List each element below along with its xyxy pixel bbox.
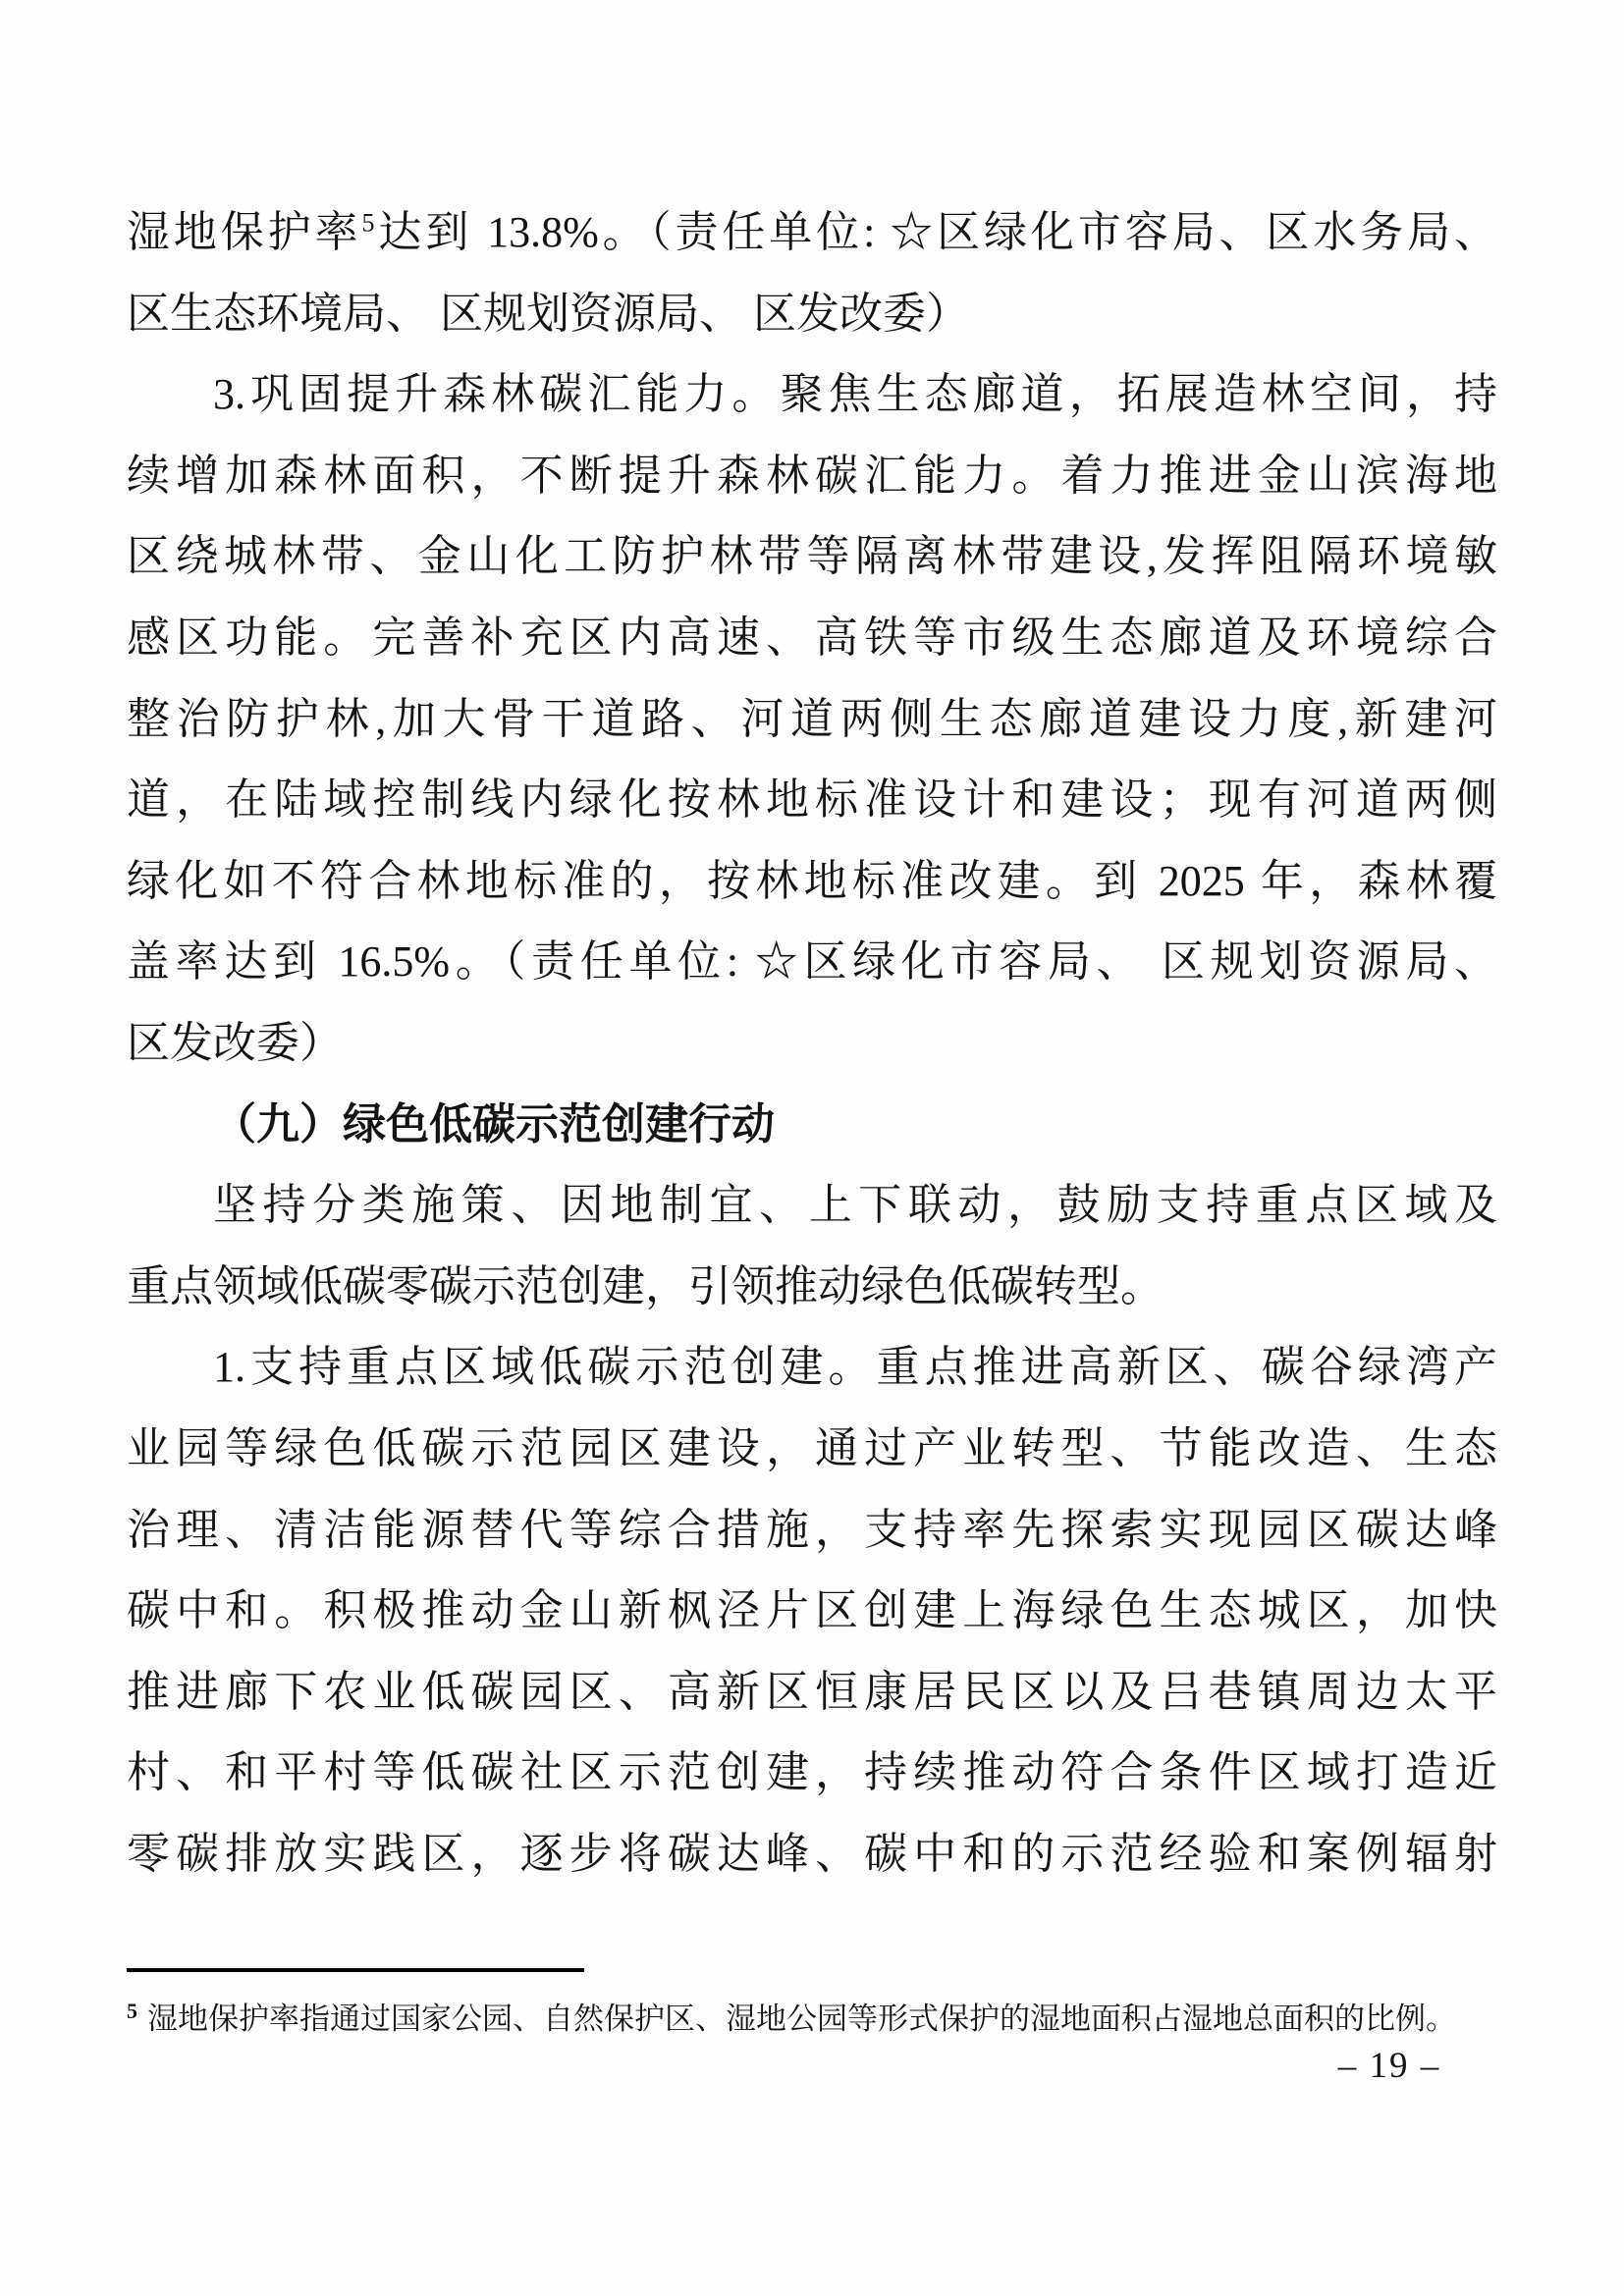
text-line (127, 192, 1497, 274)
text-line: 村、和平村等低碳社区示范创建，持续推动符合条件区域打造近 (127, 1748, 1497, 1797)
text-segment: 湿地保护率 (127, 208, 362, 256)
text-line: 坚持分类施策、因地制宜、上下联动，鼓励支持重点区域及 (213, 1181, 1497, 1230)
text-line: 道，在陆域控制线内绿化按林地标准设计和建设；现有河道两侧 (127, 775, 1497, 825)
text-line: 盖率达到 16.5%。（责任单位: ☆区绿化市容局、 区规划资源局、 (127, 937, 1497, 987)
section-heading: （九）绿色低碳示范创建行动 (213, 1099, 775, 1148)
text-line: 推进廊下农业低碳园区、高新区恒康居民区以及吕巷镇周边太平 (127, 1667, 1497, 1716)
footnote-marker: 5 (127, 1998, 137, 2023)
text-line: 治理、清洁能源替代等综合措施，支持率先探索实现园区碳达峰 (127, 1505, 1497, 1554)
text-line: 区绕城林带、金山化工防护林带等隔离林带建设,发挥阻隔环境敏 (127, 532, 1497, 581)
text-line: 3.巩固提升森林碳汇能力。聚焦生态廊道，拓展造林空间，持 (213, 370, 1497, 419)
text-line: 区生态环境局、 区规划资源局、 区发改委） (127, 289, 969, 338)
body-text (127, 192, 1497, 1895)
text-line: 1.支持重点区域低碳示范创建。重点推进高新区、碳谷绿湾产 (213, 1343, 1497, 1392)
text-line: 重点领域低碳零碳示范创建，引领推动绿色低碳转型。 (127, 1261, 1164, 1310)
page-number: – 19 – (1337, 2046, 1441, 2086)
footnote-text: 湿地保护率指通过国家公园、自然保护区、湿地公园等形式保护的湿地面积占湿地总面积的比例。 (147, 2002, 1456, 2036)
text-line: 绿化如不符合林地标准的，按林地标准改建。到 2025 年，森林覆 (127, 856, 1497, 905)
text-line: 整治防护林,加大骨干道路、河道两侧生态廊道建设力度,新建河 (127, 694, 1497, 743)
text-segment: 达到 13.8%。（责任单位: ☆区绿化市容局、区水务局、 (374, 208, 1497, 256)
text-line: 区发改委） (127, 1018, 343, 1067)
footnote-separator-rule (127, 1968, 584, 1972)
text-line: 碳中和。积极推动金山新枫泾片区创建上海绿色生态城区，加快 (127, 1586, 1497, 1635)
text-line: 业园等绿色低碳示范园区建设，通过产业转型、节能改造、生态 (127, 1423, 1497, 1472)
footnote-reference: 5 (361, 208, 375, 238)
text-line: 零碳排放实践区，逐步将碳达峰、碳中和的示范经验和案例辐射 (127, 1829, 1497, 1878)
text-line: 感区功能。完善补充区内高速、高铁等市级生态廊道及环境综合 (127, 613, 1497, 662)
footnote (127, 1999, 1501, 2040)
text-line: 续增加森林面积，不断提升森林碳汇能力。着力推进金山滨海地 (127, 451, 1497, 500)
